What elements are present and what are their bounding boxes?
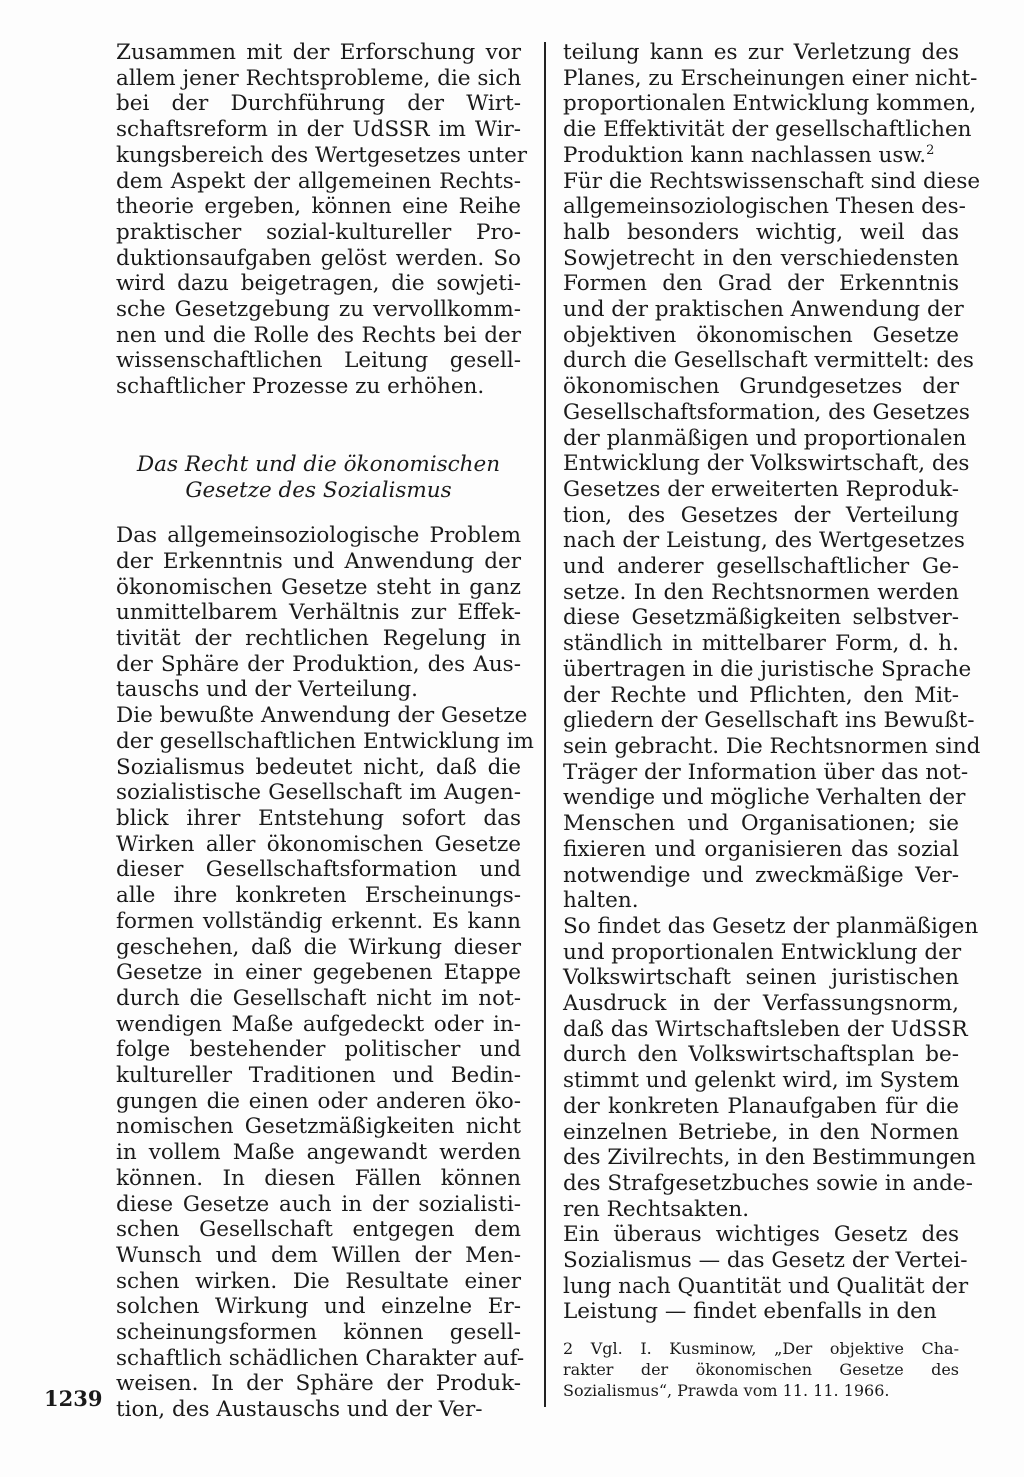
text-line: Menschen und Organisationen; sie [563,811,959,837]
text-line: diese Gesetzmäßigkeiten selbstver- [563,605,959,631]
text-line: tion, des Gesetzes der Verteilung [563,502,959,528]
text-line: tauschs und der Verteilung. [116,677,418,703]
text-line: proportionalen Entwicklung kommen, [563,91,977,117]
text-line: rakter der ökonomischen Gesetze des [563,1359,959,1379]
text-line: der Sphäre der Produktion, des Aus- [116,651,521,677]
text-line: Planes, zu Erscheinungen einer nicht- [563,65,978,91]
text-line: So findet das Gesetz der planmäßigen [563,913,979,939]
text-line: blick ihrer Entstehung sofort das [116,805,521,831]
text-line: nach der Leistung, des Wertgesetzes [563,528,965,554]
text-line: bei der Durchführung der Wirt- [116,91,521,117]
footnote-separator [563,1325,959,1339]
text-line: Gesetze in einer gegebenen Etappe [116,960,521,986]
text-line: übertragen in die juristische Sprache [563,656,972,682]
left-column [116,40,534,1423]
text-line: nen und die Rolle des Rechts bei der [116,322,521,348]
text-line: durch den Volkswirtschaftsplan be- [563,1042,959,1068]
text-line: einzelnen Betriebe, in den Normen [563,1119,959,1145]
text-line: der Rechte und Pflichten, den Mit- [563,682,959,708]
footnote-mark: 2 [926,142,935,158]
column-divider [544,42,546,1407]
left-paragraph-1 [116,40,528,400]
text-line: theorie ergeben, können eine Reihe [116,194,521,220]
right-paragraph-4 [563,1222,969,1325]
text-line: schaftlicher Prozesse zu erhöhen. [116,374,485,400]
text-line: Zusammen mit der Erforschung vor [116,40,521,65]
text-line: halten. [563,888,639,914]
text-line: der Erkenntnis und Anwendung der [116,548,521,574]
text-line: stimmt und gelenkt wird, im System [563,1068,960,1094]
text-line: objektiven ökonomischen Gesetze [563,322,959,348]
text-line: der gesellschaftlichen Entwicklung im [116,728,534,754]
right-paragraph-3 [563,913,979,1222]
page-number: 1239 [44,1386,103,1411]
text-line: Gesellschaftsformation, des Gesetzes [563,399,970,425]
text-line: Sozialismus bedeutet nicht, daß die [116,754,521,780]
text-line: diese Gesetze auch in der sozialisti- [116,1191,521,1217]
text-line: sozialistische Gesellschaft im Augen- [116,780,521,806]
text-line: Ausdruck in der Verfassungsnorm, [563,991,959,1017]
text-line: teilung kann es zur Verletzung des [563,40,959,65]
text-line: Sozialismus“, Prawda vom 11. 11. 1966. [563,1380,890,1400]
right-column [563,40,981,1402]
text-line: 2 Vgl. I. Kusminow, „Der objektive Cha- [563,1339,959,1359]
text-line: Das Recht und die ökonomischen [136,451,501,477]
text-line: wendige und mögliche Verhalten der [563,785,966,811]
text-line: und anderer gesellschaftlicher Ge- [563,554,959,580]
text-line: gliedern der Gesellschaft ins Bewußt- [563,708,975,734]
text-line: nomischen Gesetzmäßigkeiten nicht [116,1114,521,1140]
text-line: Für die Rechtswissenschaft sind diese [563,168,981,194]
text-line: ständlich in mittelbarer Form, d. h. [563,631,959,657]
text-line: Leistung — findet ebenfalls in den [563,1299,937,1325]
text-line: alle ihre konkreten Erscheinungs- [116,883,521,909]
text-line: unmittelbarem Verhältnis zur Effek- [116,600,521,626]
text-line: scheinungsformen können gesell- [116,1320,521,1346]
text-line: dieser Gesellschaftsformation und [116,857,521,883]
text-line: sein gebracht. Die Rechtsnormen sind [563,733,981,759]
text-line: geschehen, daß die Wirkung dieser [116,934,521,960]
text-line: Ein überaus wichtiges Gesetz des [563,1222,959,1248]
text-line: Sozialismus — das Gesetz der Vertei- [563,1248,968,1274]
text-line: Volkswirtschaft seinen juristischen [563,965,959,991]
text-line: tion, des Austauschs und der Ver- [116,1397,483,1423]
text-line: Gesetze des Sozialismus [185,477,452,503]
text-line: allem jener Rechtsprobleme, die sich [116,65,522,91]
text-line: daß das Wirtschaftsleben der UdSSR [563,1016,968,1042]
text-line: die Effektivität der gesellschaftlichen [563,117,972,143]
text-line: wissenschaftlichen Leitung gesell- [116,348,521,374]
text-line: des Strafgesetzbuches sowie in ande- [563,1170,973,1196]
right-paragraph-2 [563,168,981,914]
text-line: folge bestehender politischer und [116,1037,521,1063]
left-paragraph-2 [116,523,521,703]
text-line: lung nach Quantität und Qualität der [563,1273,969,1299]
text-line: ökonomischen Grundgesetzes der [563,374,959,400]
text-line: weisen. In der Sphäre der Produk- [116,1371,521,1397]
text-line: formen vollständig erkennt. Es kann [116,908,521,934]
text-line: sche Gesetzgebung zu vervollkomm- [116,297,521,323]
text-line: wird dazu beigetragen, die sowjeti- [116,271,521,297]
text-line: der planmäßigen und proportionalen [563,425,967,451]
text-line: allgemeinsoziologischen Thesen des- [563,194,966,220]
text-line: Träger der Information über das not- [563,759,969,785]
text-line: gungen die einen oder anderen öko- [116,1088,521,1114]
text-line: praktischer sozial-kultureller Pro- [116,219,521,245]
text-line: schaftlich schädlichen Charakter auf- [116,1345,525,1371]
text-line: Produktion kann nachlassen usw.$^2$ [563,142,935,168]
text-line: Formen den Grad der Erkenntnis [563,271,959,297]
text-line: duktionsaufgaben gelöst werden. So [116,245,521,271]
text-line: der konkreten Planaufgaben für die [563,1093,959,1119]
text-line: halb besonders wichtig, weil das [563,219,959,245]
section-heading [116,452,521,503]
text-line: und der praktischen Anwendung der [563,297,964,323]
text-line: Das allgemeinsoziologische Problem [116,523,521,549]
text-line: Sowjetrecht in den verschiedensten [563,245,959,271]
text-line: Wirken aller ökonomischen Gesetze [116,831,521,857]
footnote [563,1339,959,1401]
text-line: Entwicklung der Volkswirtschaft, des [563,451,970,477]
text-line: in vollem Maße angewandt werden [116,1140,521,1166]
text-line: des Zivilrechts, in den Bestimmungen [563,1145,976,1171]
text-line: schen Gesellschaft entgegen dem [116,1217,521,1243]
text-line: wendigen Maße aufgedeckt oder in- [116,1011,521,1037]
text-line: Die bewußte Anwendung der Gesetze [116,703,528,729]
text-line: Gesetzes der erweiterten Reproduk- [563,476,959,502]
text-line: solchen Wirkung und einzelne Er- [116,1294,521,1320]
text-line: können. In diesen Fällen können [116,1165,521,1191]
text-line: kultureller Traditionen und Bedin- [116,1063,521,1089]
left-paragraph-3 [116,703,534,1423]
text-line: Wunsch und dem Willen der Men- [116,1242,521,1268]
text-line: kungsbereich des Wertgesetzes unter [116,142,528,168]
right-paragraph-1 [563,40,978,169]
text-line: fixieren und organisieren das sozial [563,836,959,862]
text-line: ökonomischen Gesetze steht in ganz [116,574,521,600]
text-line: tivität der rechtlichen Regelung in [116,626,521,652]
text-line: schen wirken. Die Resultate einer [116,1268,521,1294]
text-line: schaftsreform in der UdSSR im Wir- [116,117,521,143]
text-line: durch die Gesellschaft nicht im not- [116,985,521,1011]
text-line: und proportionalen Entwicklung der [563,939,962,965]
text-line: notwendige und zweckmäßige Ver- [563,862,959,888]
text-line: setze. In den Rechtsnormen werden [563,579,959,605]
text-line: ren Rechtsakten. [563,1196,750,1222]
text-line: durch die Gesellschaft vermittelt: des [563,348,974,374]
text-line: dem Aspekt der allgemeinen Rechts- [116,168,521,194]
